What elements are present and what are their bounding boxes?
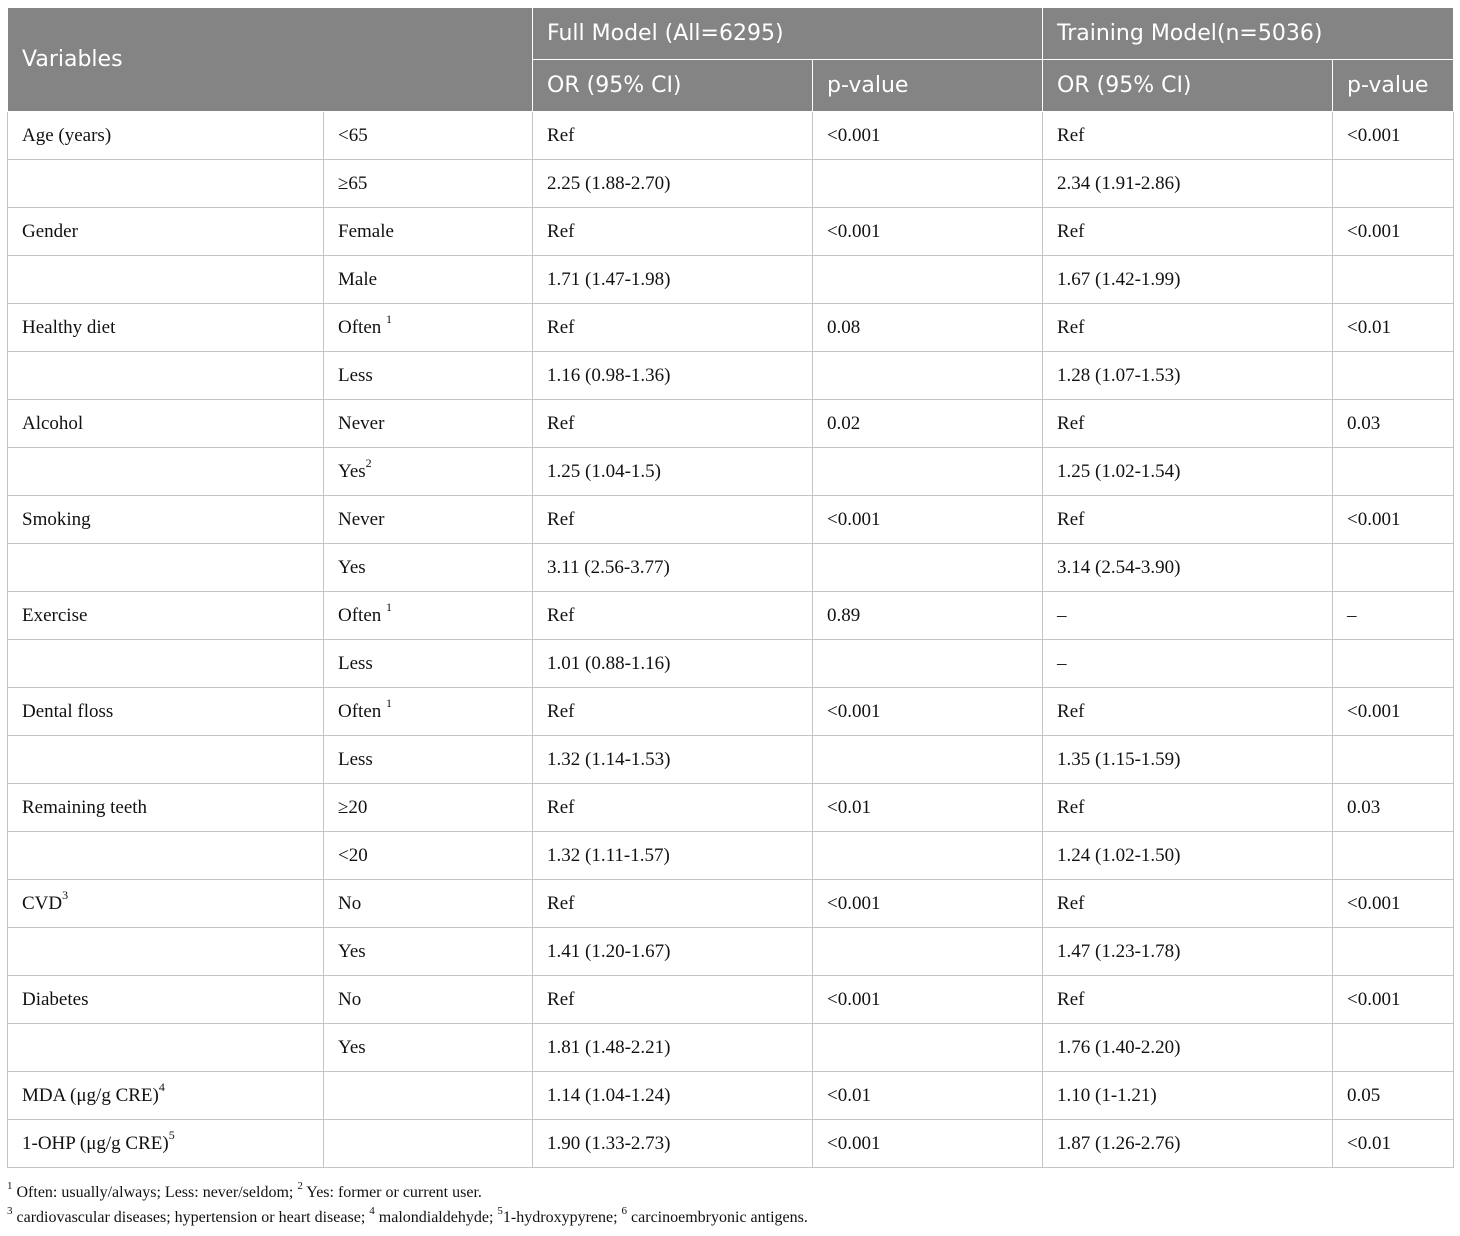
train-or-cell-text: Ref bbox=[1057, 892, 1085, 914]
full-or-cell-text: Ref bbox=[547, 988, 575, 1010]
train-p-cell bbox=[1333, 1024, 1454, 1072]
level-cell bbox=[324, 448, 533, 496]
full-p-cell-text: <0.01 bbox=[827, 796, 871, 818]
level-cell bbox=[324, 976, 533, 1024]
level-cell-text: Yes bbox=[338, 460, 366, 482]
train-or-cell bbox=[1043, 400, 1333, 448]
full-p-cell bbox=[813, 592, 1043, 640]
train-p-cell-text: <0.001 bbox=[1347, 700, 1401, 722]
full-p-cell bbox=[813, 736, 1043, 784]
train-or-cell bbox=[1043, 880, 1333, 928]
train-or-cell bbox=[1043, 832, 1333, 880]
header-variables: Variables bbox=[8, 8, 533, 112]
train-or-cell-text: 1.87 (1.26-2.76) bbox=[1057, 1132, 1181, 1154]
full-or-cell bbox=[533, 928, 813, 976]
level-cell bbox=[324, 1120, 533, 1168]
train-or-cell-text: Ref bbox=[1057, 316, 1085, 338]
train-p-cell bbox=[1333, 544, 1454, 592]
train-p-cell-text: 0.05 bbox=[1347, 1084, 1381, 1106]
variable-cell bbox=[8, 352, 324, 400]
train-or-cell bbox=[1043, 1024, 1333, 1072]
full-p-cell bbox=[813, 112, 1043, 160]
train-p-cell-text: <0.001 bbox=[1347, 892, 1401, 914]
full-or-cell-text: 2.25 (1.88-2.70) bbox=[547, 172, 671, 194]
variable-cell-text: Alcohol bbox=[22, 412, 84, 434]
train-or-cell-text: Ref bbox=[1057, 988, 1085, 1010]
train-or-cell-text: 1.67 (1.42-1.99) bbox=[1057, 268, 1181, 290]
level-cell bbox=[324, 640, 533, 688]
level-cell-text: <20 bbox=[338, 844, 368, 866]
full-or-cell bbox=[533, 688, 813, 736]
table-row bbox=[8, 640, 1454, 688]
table-row bbox=[8, 400, 1454, 448]
full-p-cell bbox=[813, 448, 1043, 496]
full-or-cell bbox=[533, 1072, 813, 1120]
full-or-cell-text: 1.32 (1.11-1.57) bbox=[547, 844, 670, 866]
variable-cell bbox=[8, 112, 324, 160]
full-or-cell bbox=[533, 256, 813, 304]
train-or-cell-text: 1.25 (1.02-1.54) bbox=[1057, 460, 1181, 482]
variable-cell bbox=[8, 304, 324, 352]
full-or-cell bbox=[533, 544, 813, 592]
train-or-cell bbox=[1043, 496, 1333, 544]
full-p-cell bbox=[813, 544, 1043, 592]
full-or-cell bbox=[533, 112, 813, 160]
train-p-cell bbox=[1333, 112, 1454, 160]
train-or-cell bbox=[1043, 1120, 1333, 1168]
level-cell bbox=[324, 832, 533, 880]
variable-cell-footnote-marker: 3 bbox=[62, 888, 69, 903]
level-cell-text: Never bbox=[338, 412, 385, 434]
variable-cell bbox=[8, 496, 324, 544]
variable-cell-text: Smoking bbox=[22, 508, 91, 530]
full-or-cell bbox=[533, 784, 813, 832]
full-p-cell-text: <0.001 bbox=[827, 508, 881, 530]
train-p-cell-text: <0.001 bbox=[1347, 220, 1401, 242]
full-or-cell bbox=[533, 1120, 813, 1168]
train-p-cell bbox=[1333, 880, 1454, 928]
train-or-cell-text: 1.47 (1.23-1.78) bbox=[1057, 940, 1181, 962]
full-or-cell-text: 1.71 (1.47-1.98) bbox=[547, 268, 671, 290]
variable-cell bbox=[8, 208, 324, 256]
level-cell bbox=[324, 688, 533, 736]
full-or-cell-text: Ref bbox=[547, 124, 575, 146]
table-row bbox=[8, 592, 1454, 640]
full-or-cell-text: Ref bbox=[547, 700, 575, 722]
train-p-cell bbox=[1333, 976, 1454, 1024]
variable-cell bbox=[8, 928, 324, 976]
footnote-text: cardiovascular diseases; hypertension or heart disease; bbox=[12, 1209, 370, 1226]
table-row bbox=[8, 784, 1454, 832]
variable-cell bbox=[8, 688, 324, 736]
train-or-cell-text: – bbox=[1057, 604, 1067, 626]
train-or-cell-text: Ref bbox=[1057, 700, 1085, 722]
level-cell-text: Yes bbox=[338, 556, 366, 578]
table-row bbox=[8, 880, 1454, 928]
variable-cell-footnote-marker: 4 bbox=[158, 1080, 165, 1095]
train-p-cell bbox=[1333, 688, 1454, 736]
full-p-cell-text: <0.001 bbox=[827, 124, 881, 146]
level-cell bbox=[324, 880, 533, 928]
level-cell bbox=[324, 928, 533, 976]
train-p-cell bbox=[1333, 208, 1454, 256]
full-p-cell bbox=[813, 352, 1043, 400]
level-cell bbox=[324, 160, 533, 208]
full-or-cell-text: 1.90 (1.33-2.73) bbox=[547, 1132, 671, 1154]
full-or-cell-text: Ref bbox=[547, 604, 575, 626]
train-or-cell bbox=[1043, 256, 1333, 304]
train-or-cell-text: Ref bbox=[1057, 796, 1085, 818]
variable-cell bbox=[8, 160, 324, 208]
level-cell bbox=[324, 1072, 533, 1120]
variable-cell-text: 1-OHP (μg/g CRE) bbox=[22, 1132, 169, 1154]
level-cell-text: Never bbox=[338, 508, 385, 530]
level-cell-footnote-marker: 1 bbox=[386, 312, 393, 327]
train-p-cell bbox=[1333, 160, 1454, 208]
train-p-cell bbox=[1333, 736, 1454, 784]
level-cell-footnote-marker: 2 bbox=[365, 456, 372, 471]
level-cell-text: Male bbox=[338, 268, 378, 290]
variable-cell-text: Age (years) bbox=[22, 124, 112, 146]
variable-cell-text: Dental floss bbox=[22, 700, 114, 722]
train-or-cell bbox=[1043, 784, 1333, 832]
train-or-cell bbox=[1043, 736, 1333, 784]
footnote-text: carcinoembryonic antigens. bbox=[627, 1209, 808, 1226]
variable-cell-text: CVD bbox=[22, 892, 63, 914]
train-p-cell-text: <0.001 bbox=[1347, 988, 1401, 1010]
train-or-cell-text: 1.10 (1-1.21) bbox=[1057, 1084, 1157, 1106]
train-p-cell bbox=[1333, 496, 1454, 544]
train-p-cell-text: – bbox=[1347, 604, 1357, 626]
variable-cell-text: Gender bbox=[22, 220, 78, 242]
table-row bbox=[8, 112, 1454, 160]
level-cell bbox=[324, 544, 533, 592]
full-or-cell bbox=[533, 1024, 813, 1072]
level-cell bbox=[324, 112, 533, 160]
header-full-p: p-value bbox=[813, 60, 1043, 112]
full-or-cell bbox=[533, 832, 813, 880]
full-p-cell-text: <0.001 bbox=[827, 700, 881, 722]
variable-cell bbox=[8, 736, 324, 784]
table-header bbox=[8, 8, 1454, 112]
train-p-cell bbox=[1333, 400, 1454, 448]
variable-cell bbox=[8, 256, 324, 304]
train-or-cell-text: 2.34 (1.91-2.86) bbox=[1057, 172, 1181, 194]
full-p-cell-text: <0.001 bbox=[827, 1132, 881, 1154]
footnote-text: Yes: former or current user. bbox=[302, 1184, 482, 1201]
results-table-container bbox=[7, 7, 1453, 1168]
header-full-model: Full Model (All=6295) bbox=[533, 8, 1043, 60]
full-or-cell-text: 1.16 (0.98-1.36) bbox=[547, 364, 671, 386]
full-p-cell bbox=[813, 400, 1043, 448]
full-p-cell bbox=[813, 688, 1043, 736]
table-row bbox=[8, 544, 1454, 592]
variable-cell bbox=[8, 400, 324, 448]
full-p-cell bbox=[813, 640, 1043, 688]
train-or-cell bbox=[1043, 592, 1333, 640]
variable-cell-text: Healthy diet bbox=[22, 316, 116, 338]
variable-cell bbox=[8, 592, 324, 640]
footnote-line-2 bbox=[7, 1205, 808, 1230]
footnote-text: Often: usually/always; Less: never/seldom; bbox=[12, 1184, 298, 1201]
full-or-cell-text: Ref bbox=[547, 892, 575, 914]
level-cell-text: Often bbox=[338, 316, 387, 338]
full-p-cell-text: 0.02 bbox=[827, 412, 861, 434]
train-or-cell bbox=[1043, 640, 1333, 688]
level-cell bbox=[324, 496, 533, 544]
full-p-cell-text: <0.001 bbox=[827, 892, 881, 914]
train-p-cell bbox=[1333, 304, 1454, 352]
level-cell bbox=[324, 592, 533, 640]
train-p-cell bbox=[1333, 592, 1454, 640]
variable-cell bbox=[8, 640, 324, 688]
full-or-cell-text: 1.14 (1.04-1.24) bbox=[547, 1084, 671, 1106]
regression-table bbox=[7, 7, 1454, 1168]
table-body bbox=[8, 112, 1454, 1168]
train-or-cell-text: 1.28 (1.07-1.53) bbox=[1057, 364, 1181, 386]
train-p-cell bbox=[1333, 832, 1454, 880]
level-cell-text: No bbox=[338, 988, 362, 1010]
train-or-cell bbox=[1043, 304, 1333, 352]
level-cell bbox=[324, 736, 533, 784]
table-row bbox=[8, 736, 1454, 784]
header-train-p: p-value bbox=[1333, 60, 1454, 112]
full-or-cell-text: 1.01 (0.88-1.16) bbox=[547, 652, 671, 674]
full-p-cell-text: <0.001 bbox=[827, 220, 881, 242]
table-row bbox=[8, 1072, 1454, 1120]
level-cell-text: Less bbox=[338, 652, 373, 674]
train-p-cell-text: 0.03 bbox=[1347, 796, 1381, 818]
header-full-or: OR (95% CI) bbox=[533, 60, 813, 112]
level-cell-text: No bbox=[338, 892, 362, 914]
train-or-cell bbox=[1043, 112, 1333, 160]
train-p-cell-text: 0.03 bbox=[1347, 412, 1381, 434]
full-or-cell-text: Ref bbox=[547, 796, 575, 818]
full-or-cell bbox=[533, 496, 813, 544]
level-cell-text: Less bbox=[338, 364, 373, 386]
variable-cell-text: Diabetes bbox=[22, 988, 89, 1010]
level-cell-text: Yes bbox=[338, 940, 366, 962]
level-cell-text: <65 bbox=[338, 124, 368, 146]
full-p-cell bbox=[813, 784, 1043, 832]
train-p-cell bbox=[1333, 1120, 1454, 1168]
variable-cell bbox=[8, 1024, 324, 1072]
full-or-cell-text: 1.41 (1.20-1.67) bbox=[547, 940, 671, 962]
train-p-cell bbox=[1333, 256, 1454, 304]
level-cell-text: Less bbox=[338, 748, 373, 770]
full-p-cell bbox=[813, 1120, 1043, 1168]
table-row bbox=[8, 1120, 1454, 1168]
table-row bbox=[8, 1024, 1454, 1072]
table-row bbox=[8, 256, 1454, 304]
full-p-cell bbox=[813, 976, 1043, 1024]
level-cell bbox=[324, 352, 533, 400]
train-or-cell-text: 3.14 (2.54-3.90) bbox=[1057, 556, 1181, 578]
footnotes bbox=[7, 1180, 808, 1230]
train-p-cell-text: <0.01 bbox=[1347, 1132, 1391, 1154]
table-row bbox=[8, 832, 1454, 880]
full-or-cell bbox=[533, 448, 813, 496]
full-or-cell-text: 1.81 (1.48-2.21) bbox=[547, 1036, 671, 1058]
train-or-cell bbox=[1043, 352, 1333, 400]
footnote-line-1 bbox=[7, 1180, 808, 1205]
full-or-cell bbox=[533, 304, 813, 352]
footnote-marker: 3 bbox=[7, 1204, 13, 1217]
full-p-cell-text: <0.001 bbox=[827, 988, 881, 1010]
variable-cell bbox=[8, 832, 324, 880]
full-or-cell-text: 1.25 (1.04-1.5) bbox=[547, 460, 661, 482]
level-cell-text: Female bbox=[338, 220, 394, 242]
train-or-cell-text: 1.24 (1.02-1.50) bbox=[1057, 844, 1181, 866]
level-cell-text: ≥20 bbox=[338, 796, 368, 818]
header-training-model: Training Model(n=5036) bbox=[1043, 8, 1454, 60]
full-p-cell bbox=[813, 880, 1043, 928]
table-row bbox=[8, 928, 1454, 976]
full-p-cell-text: 0.08 bbox=[827, 316, 861, 338]
train-p-cell bbox=[1333, 448, 1454, 496]
level-cell bbox=[324, 400, 533, 448]
full-or-cell-text: 1.32 (1.14-1.53) bbox=[547, 748, 671, 770]
level-cell bbox=[324, 784, 533, 832]
train-or-cell-text: Ref bbox=[1057, 412, 1085, 434]
train-or-cell bbox=[1043, 688, 1333, 736]
train-or-cell bbox=[1043, 976, 1333, 1024]
full-p-cell bbox=[813, 496, 1043, 544]
variable-cell bbox=[8, 880, 324, 928]
train-p-cell-text: <0.001 bbox=[1347, 124, 1401, 146]
full-or-cell bbox=[533, 880, 813, 928]
full-p-cell bbox=[813, 1072, 1043, 1120]
full-or-cell bbox=[533, 976, 813, 1024]
train-p-cell-text: <0.001 bbox=[1347, 508, 1401, 530]
footnote-text: 1-hydroxypyrene; bbox=[502, 1209, 622, 1226]
train-p-cell bbox=[1333, 640, 1454, 688]
level-cell bbox=[324, 208, 533, 256]
train-p-cell bbox=[1333, 352, 1454, 400]
train-p-cell bbox=[1333, 928, 1454, 976]
footnote-text: malondialdehyde; bbox=[374, 1209, 498, 1226]
variable-cell bbox=[8, 448, 324, 496]
variable-cell bbox=[8, 1072, 324, 1120]
full-or-cell bbox=[533, 208, 813, 256]
variable-cell bbox=[8, 976, 324, 1024]
full-p-cell bbox=[813, 304, 1043, 352]
full-or-cell-text: Ref bbox=[547, 508, 575, 530]
level-cell bbox=[324, 256, 533, 304]
footnote-marker: 1 bbox=[7, 1179, 13, 1192]
footnote-marker: 5 bbox=[497, 1204, 503, 1217]
level-cell-text: Yes bbox=[338, 1036, 366, 1058]
full-or-cell bbox=[533, 592, 813, 640]
full-p-cell bbox=[813, 256, 1043, 304]
train-p-cell-text: <0.01 bbox=[1347, 316, 1391, 338]
train-or-cell bbox=[1043, 1072, 1333, 1120]
full-or-cell-text: Ref bbox=[547, 220, 575, 242]
full-or-cell bbox=[533, 160, 813, 208]
train-or-cell-text: Ref bbox=[1057, 124, 1085, 146]
train-or-cell bbox=[1043, 160, 1333, 208]
table-row bbox=[8, 496, 1454, 544]
table-row bbox=[8, 160, 1454, 208]
level-cell-text: Often bbox=[338, 700, 387, 722]
train-p-cell bbox=[1333, 1072, 1454, 1120]
level-cell-text: ≥65 bbox=[338, 172, 368, 194]
full-p-cell bbox=[813, 832, 1043, 880]
level-cell bbox=[324, 1024, 533, 1072]
table-row bbox=[8, 688, 1454, 736]
footnote-marker: 4 bbox=[369, 1204, 375, 1217]
full-or-cell bbox=[533, 352, 813, 400]
full-or-cell bbox=[533, 736, 813, 784]
full-p-cell bbox=[813, 1024, 1043, 1072]
variable-cell bbox=[8, 1120, 324, 1168]
table-row bbox=[8, 208, 1454, 256]
train-or-cell bbox=[1043, 208, 1333, 256]
full-p-cell bbox=[813, 928, 1043, 976]
variable-cell bbox=[8, 544, 324, 592]
variable-cell bbox=[8, 784, 324, 832]
train-or-cell bbox=[1043, 448, 1333, 496]
train-or-cell-text: Ref bbox=[1057, 508, 1085, 530]
footnote-marker: 2 bbox=[297, 1179, 303, 1192]
full-or-cell-text: Ref bbox=[547, 316, 575, 338]
table-row bbox=[8, 448, 1454, 496]
full-or-cell bbox=[533, 400, 813, 448]
full-or-cell bbox=[533, 640, 813, 688]
level-cell-footnote-marker: 1 bbox=[386, 696, 393, 711]
train-or-cell bbox=[1043, 928, 1333, 976]
footnote-marker: 6 bbox=[621, 1204, 628, 1217]
full-or-cell-text: 3.11 (2.56-3.77) bbox=[547, 556, 670, 578]
full-p-cell-text: 0.89 bbox=[827, 604, 861, 626]
train-or-cell-text: – bbox=[1057, 652, 1067, 674]
table-row bbox=[8, 352, 1454, 400]
variable-cell-text: Exercise bbox=[22, 604, 88, 626]
level-cell-text: Often bbox=[338, 604, 387, 626]
variable-cell-text: Remaining teeth bbox=[22, 796, 148, 818]
table-row bbox=[8, 976, 1454, 1024]
full-p-cell bbox=[813, 208, 1043, 256]
table-row bbox=[8, 304, 1454, 352]
header-train-or: OR (95% CI) bbox=[1043, 60, 1333, 112]
train-or-cell-text: 1.76 (1.40-2.20) bbox=[1057, 1036, 1181, 1058]
level-cell-footnote-marker: 1 bbox=[386, 600, 393, 615]
train-or-cell bbox=[1043, 544, 1333, 592]
variable-cell-footnote-marker: 5 bbox=[168, 1128, 175, 1143]
level-cell bbox=[324, 304, 533, 352]
full-or-cell-text: Ref bbox=[547, 412, 575, 434]
train-or-cell-text: 1.35 (1.15-1.59) bbox=[1057, 748, 1181, 770]
train-p-cell bbox=[1333, 784, 1454, 832]
full-p-cell-text: <0.01 bbox=[827, 1084, 871, 1106]
full-p-cell bbox=[813, 160, 1043, 208]
variable-cell-text: MDA (μg/g CRE) bbox=[22, 1084, 159, 1106]
train-or-cell-text: Ref bbox=[1057, 220, 1085, 242]
